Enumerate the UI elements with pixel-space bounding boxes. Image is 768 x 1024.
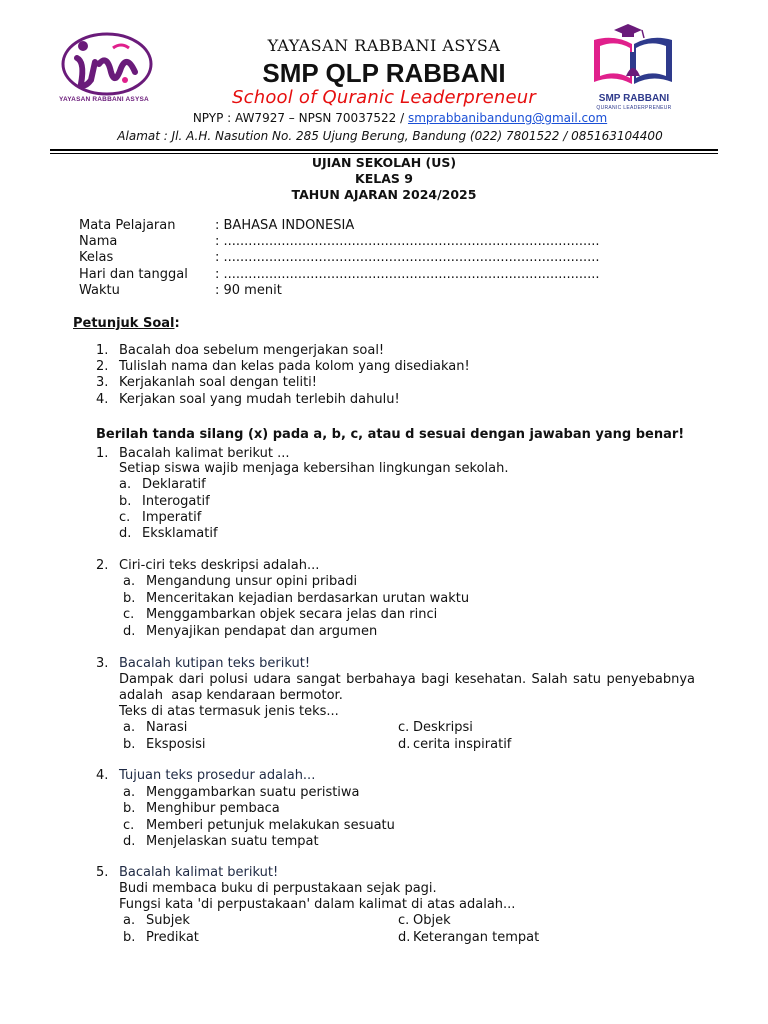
- option-letter[interactable]: c.: [119, 510, 131, 525]
- option-text[interactable]: Deskripsi: [413, 720, 473, 735]
- option-text[interactable]: Deklaratif: [142, 477, 206, 492]
- time-value: : 90 menit: [215, 283, 282, 298]
- registration-line: [180, 111, 620, 125]
- instructions-title-text: Petunjuk Soal: [73, 316, 175, 331]
- option-text[interactable]: Objek: [413, 913, 451, 928]
- foundation-logo-caption: YAYASAN RABBANI ASYSA: [59, 96, 149, 103]
- question-text: Budi membaca buku di perpustakaan sejak pagi.: [119, 881, 437, 896]
- date-label: Hari dan tanggal: [79, 267, 188, 282]
- time-label: Waktu: [79, 283, 120, 298]
- option-text[interactable]: cerita inspiratif: [413, 737, 512, 752]
- school-name: SMP QLP RABBANI: [262, 58, 506, 88]
- name-label: Nama: [79, 234, 118, 249]
- option-letter[interactable]: b.: [123, 737, 136, 752]
- question-prompt: Bacalah kalimat berikut!: [119, 865, 279, 880]
- registration-numbers: NPYP : AW7927 – NPSN 70037522 /: [192, 111, 408, 125]
- option-text[interactable]: Mengandung unsur opini pribadi: [146, 574, 358, 589]
- option-letter[interactable]: c.: [398, 720, 410, 735]
- option-text[interactable]: Eksklamatif: [142, 526, 218, 541]
- question-text: Dampak dari polusi udara sangat berbahaya bagi kesehatan. Salah satu penyebabnya: [119, 672, 695, 687]
- option-letter[interactable]: b.: [123, 801, 136, 816]
- option-letter[interactable]: a.: [119, 477, 132, 492]
- question-prompt: Bacalah kalimat berikut ...: [119, 446, 290, 461]
- option-text[interactable]: Imperatif: [142, 510, 202, 525]
- question-prompt: Tujuan teks prosedur adalah...: [119, 768, 316, 783]
- class-field[interactable]: : ...........................................................................................: [215, 250, 600, 265]
- option-letter[interactable]: d.: [123, 624, 136, 639]
- instruction-item: Bacalah doa sebelum mengerjakan soal!: [119, 343, 385, 358]
- option-text[interactable]: Memberi petunjuk melakukan sesuatu: [146, 818, 395, 833]
- foundation-name: YAYASAN RABBANI ASYSA: [267, 36, 501, 55]
- option-text[interactable]: Narasi: [146, 720, 188, 735]
- instruction-item: Kerjakanlah soal dengan teliti!: [119, 375, 318, 390]
- subject-label: Mata Pelajaran: [79, 218, 176, 233]
- instruction-number: 3.: [96, 375, 109, 390]
- option-text[interactable]: Menghibur pembaca: [146, 801, 280, 816]
- question-text: Teks di atas termasuk jenis teks...: [119, 704, 339, 719]
- question-number: 4.: [96, 768, 109, 783]
- option-letter[interactable]: a.: [123, 913, 136, 928]
- school-logo-title: SMP RABBANI: [598, 93, 670, 104]
- option-letter[interactable]: a.: [123, 785, 136, 800]
- option-letter[interactable]: c.: [398, 913, 410, 928]
- instructions-title-colon: :: [174, 316, 180, 331]
- instructions-title: [73, 316, 180, 331]
- option-text[interactable]: Predikat: [146, 930, 199, 945]
- question-number: 1.: [96, 446, 109, 461]
- letterhead-divider-thin: [50, 153, 718, 154]
- question-number: 3.: [96, 656, 109, 671]
- school-logo-subtitle: QURANIC LEADERPRENEUR: [596, 105, 672, 111]
- option-letter[interactable]: d.: [123, 834, 136, 849]
- question-number: 5.: [96, 865, 109, 880]
- question-prompt: Bacalah kutipan teks berikut!: [119, 656, 311, 671]
- question-number: 2.: [96, 558, 109, 573]
- option-letter[interactable]: a.: [123, 720, 136, 735]
- option-letter[interactable]: a.: [123, 574, 136, 589]
- date-field[interactable]: : ...........................................................................................: [215, 267, 600, 282]
- option-text[interactable]: Keterangan tempat: [413, 930, 540, 945]
- question-text: adalah asap kendaraan bermotor.: [119, 688, 343, 703]
- instruction-number: 1.: [96, 343, 109, 358]
- option-letter[interactable]: c.: [123, 607, 135, 622]
- option-letter[interactable]: c.: [123, 818, 135, 833]
- instruction-number: 2.: [96, 359, 109, 374]
- option-text[interactable]: Menyajikan pendapat dan argumen: [146, 624, 378, 639]
- name-field[interactable]: : ...........................................................................................: [215, 234, 600, 249]
- option-text[interactable]: Menggambarkan objek secara jelas dan rinci: [146, 607, 438, 622]
- subject-value: : BAHASA INDONESIA: [215, 218, 355, 233]
- option-text[interactable]: Menggambarkan suatu peristiwa: [146, 785, 360, 800]
- question-text: Setiap siswa wajib menjaga kebersihan lingkungan sekolah.: [119, 461, 509, 476]
- option-letter[interactable]: b.: [119, 494, 132, 509]
- letterhead-divider: [50, 149, 718, 151]
- exam-year: TAHUN AJARAN 2024/2025: [291, 187, 477, 202]
- option-letter[interactable]: d.: [119, 526, 132, 541]
- option-text[interactable]: Menceritakan kejadian berdasarkan urutan waktu: [146, 591, 470, 606]
- question-prompt: Ciri-ciri teks deskripsi adalah...: [119, 558, 320, 573]
- school-address: Alamat : Jl. A.H. Nasution No. 285 Ujung Berung, Bandung (022) 7801522 / 085163104400: [117, 129, 663, 143]
- instruction-item: Kerjakan soal yang mudah terlebih dahulu!: [119, 392, 400, 407]
- email-link[interactable]: smprabbanibandung@gmail.com: [407, 111, 608, 125]
- class-label: Kelas: [79, 250, 114, 265]
- option-text[interactable]: Eksposisi: [146, 737, 206, 752]
- option-letter[interactable]: d.: [398, 737, 411, 752]
- exam-class: KELAS 9: [355, 171, 413, 186]
- instruction-item: Tulislah nama dan kelas pada kolom yang disediakan!: [119, 359, 470, 374]
- option-text[interactable]: Interogatif: [142, 494, 210, 509]
- school-motto: School of Quranic Leaderpreneur: [231, 87, 536, 108]
- exam-title: UJIAN SEKOLAH (US): [311, 155, 457, 170]
- option-text[interactable]: Subjek: [146, 913, 190, 928]
- instruction-number: 4.: [96, 392, 109, 407]
- question-text: Fungsi kata 'di perpustakaan' dalam kalimat di atas adalah...: [119, 897, 516, 912]
- option-letter[interactable]: b.: [123, 930, 136, 945]
- section-heading: Berilah tanda silang (x) pada a, b, c, atau d sesuai dengan jawaban yang benar!: [96, 427, 685, 442]
- option-letter[interactable]: b.: [123, 591, 136, 606]
- option-text[interactable]: Menjelaskan suatu tempat: [146, 834, 319, 849]
- option-letter[interactable]: d.: [398, 930, 411, 945]
